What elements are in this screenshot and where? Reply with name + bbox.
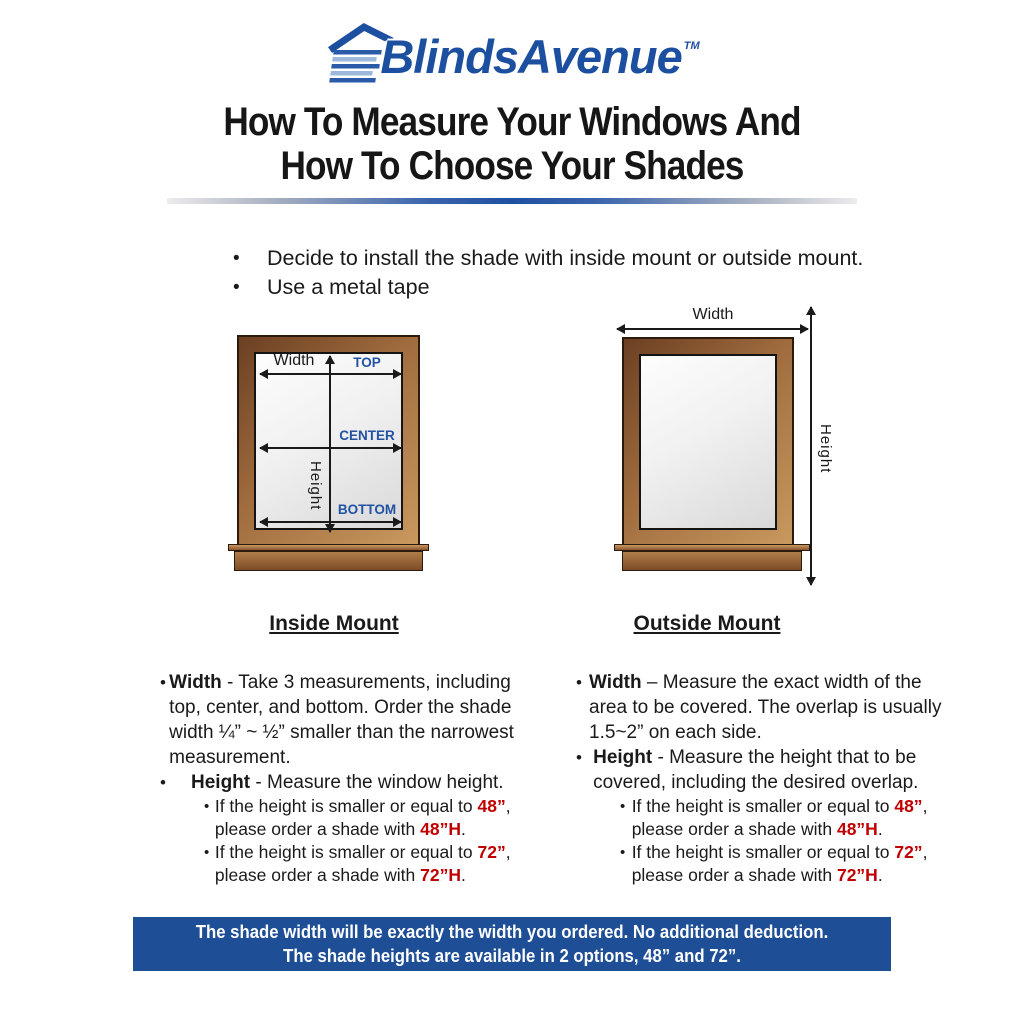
banner-line1: The shade width will be exactly the width you ordered. No additional deduction.	[195, 922, 829, 942]
bullet-icon: •	[620, 844, 626, 861]
height-term: Height	[593, 747, 653, 768]
page-title-line1: How To Measure Your Windows And	[223, 100, 801, 144]
bullet-icon: •	[576, 673, 582, 692]
rule-limit: 72”	[894, 842, 923, 862]
rule-post: .	[877, 865, 883, 885]
list-item	[148, 770, 514, 795]
rule-pre: If the height is smaller or equal to	[214, 796, 473, 816]
diagram-captions	[0, 612, 1024, 646]
bottom-label: BOTTOM	[337, 502, 397, 517]
window-sill-base	[234, 551, 423, 571]
window-sill	[614, 544, 810, 551]
rule-post: .	[460, 819, 466, 839]
banner-line2: The shade heights are available in 2 options, 48” and 72”.	[283, 946, 741, 966]
center-label: CENTER	[339, 428, 395, 443]
width-instruction	[589, 670, 954, 745]
page-title	[61, 100, 962, 188]
height-text: - Measure the height that to be covered, including the desired overlap.	[593, 747, 919, 793]
outside-mount-instructions	[564, 670, 954, 887]
rule-order: 72”H	[420, 865, 461, 885]
bullet-icon: •	[620, 798, 626, 815]
list-item	[192, 841, 514, 887]
rule-order: 48”H	[836, 819, 878, 839]
rule-order: 72”H	[836, 865, 878, 885]
width-term: Width	[589, 672, 642, 693]
inside-mount-caption: Inside Mount	[269, 612, 399, 635]
instructions	[0, 670, 1024, 887]
bullet-icon: •	[233, 277, 240, 298]
list-item	[564, 670, 954, 745]
rule-post: .	[877, 819, 883, 839]
title-divider	[167, 198, 857, 204]
outside-mount-caption: Outside Mount	[633, 612, 781, 635]
list-item	[192, 795, 514, 841]
list-item	[148, 670, 514, 770]
rule-post: .	[460, 865, 466, 885]
window-frame	[237, 335, 420, 547]
bullet-icon: •	[204, 844, 210, 861]
brand-name: BlindsAvenue	[380, 30, 682, 83]
bullet-icon: •	[160, 673, 166, 692]
rule-order: 48”H	[420, 819, 461, 839]
height-instruction	[191, 770, 504, 795]
rule-limit: 48”	[477, 796, 506, 816]
outside-mount-diagram	[608, 304, 840, 594]
top-label: TOP	[353, 355, 381, 370]
window-sill-base	[622, 551, 802, 571]
height-instruction	[593, 745, 954, 795]
height-rule	[215, 795, 514, 841]
width-label: Width	[273, 352, 315, 369]
height-text: - Measure the window height.	[255, 772, 504, 793]
rule-mid: , please order a shade with	[214, 842, 511, 885]
height-rule	[632, 841, 954, 887]
window-sill	[228, 544, 429, 551]
window-pane	[639, 354, 777, 530]
rule-limit: 72”	[477, 842, 506, 862]
bullet-icon: •	[160, 773, 166, 792]
height-arrow	[329, 356, 331, 532]
height-arrow	[810, 307, 812, 585]
footer-banner	[133, 917, 891, 971]
height-label: Height	[817, 424, 834, 474]
window-frame	[622, 337, 794, 547]
height-rules	[608, 795, 954, 887]
height-term: Height	[191, 772, 251, 793]
inside-mount-diagram	[228, 335, 429, 575]
bullet-icon: •	[204, 798, 210, 815]
width-text: – Measure the exact width of the area to be covered. The overlap is usually 1.5~2” on each side.	[589, 672, 942, 743]
intro-bullets	[233, 244, 1024, 302]
list-item	[608, 795, 954, 841]
height-rule	[215, 841, 514, 887]
rule-pre: If the height is smaller or equal to	[631, 796, 890, 816]
bullet-icon: •	[233, 248, 240, 269]
width-arrow	[617, 328, 808, 330]
list-item	[233, 273, 1024, 302]
trademark-mark: TM	[683, 40, 700, 52]
inside-mount-instructions	[148, 670, 514, 887]
height-rule	[632, 795, 954, 841]
list-item	[233, 244, 1024, 273]
rule-limit: 48”	[894, 796, 923, 816]
width-term: Width	[169, 672, 222, 693]
rule-mid: , please order a shade with	[631, 842, 928, 885]
width-label: Width	[692, 306, 734, 323]
height-rules	[192, 795, 514, 887]
width-instruction	[169, 670, 514, 770]
rule-mid: , please order a shade with	[631, 796, 928, 839]
list-item	[608, 841, 954, 887]
rule-mid: , please order a shade with	[214, 796, 511, 839]
intro-bullet-text: Use a metal tape	[267, 275, 430, 299]
rule-pre: If the height is smaller or equal to	[214, 842, 473, 862]
list-item	[564, 745, 954, 795]
width-text: - Take 3 measurements, including top, center, and bottom. Order the shade width ¼” ~ ½” smaller than the narrowest measurement.	[169, 672, 514, 768]
page-title-line2: How To Choose Your Shades	[280, 144, 744, 188]
bullet-icon: •	[576, 748, 582, 767]
logo	[0, 0, 1024, 86]
height-label: Height	[307, 461, 324, 511]
intro-bullet-text: Decide to install the shade with inside mount or outside mount.	[267, 246, 864, 270]
rule-pre: If the height is smaller or equal to	[631, 842, 890, 862]
window-diagrams	[0, 304, 1024, 604]
